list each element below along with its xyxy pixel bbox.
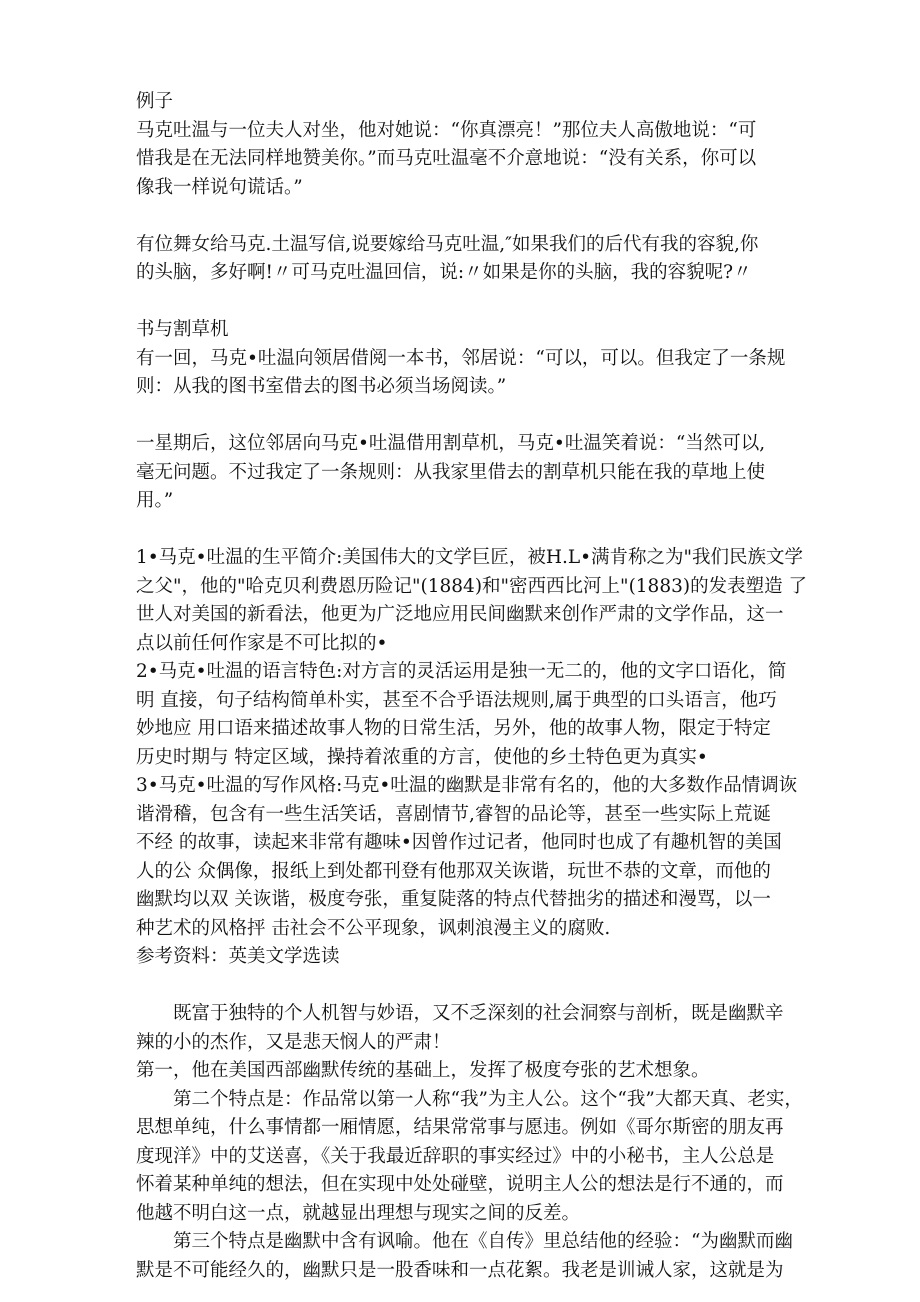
paragraph-line: 像我一样说句谎话。” (136, 176, 303, 198)
features-line: 默是不可能经久的，幽默只是一股香味和一点花絮。我老是训诫人家，这就是为 (136, 1259, 784, 1281)
features-line: 辣的小的杰作，又是悲天悯人的严肃！ (136, 1031, 451, 1053)
features-line: 第三个特点是幽默中含有讽喻。他在《自传》里总结他的经验：“为幽默而幽 (173, 1231, 793, 1252)
paragraph-gap (136, 516, 791, 545)
paragraph-line: 用。” (136, 490, 174, 511)
paragraph-gap (136, 288, 791, 317)
paragraph-line: 惜我是在无法同样地赞美你。”而马克吐温毫不介意地说：“没有关系，你可以 (136, 148, 757, 169)
paragraph-line: 马克吐温与一位夫人对坐，他对她说：“你真漂亮！”那位夫人高傲地说：“可 (136, 119, 757, 141)
features-line: 既富于独特的个人机智与妙语，又不乏深刻的社会洞察与剖析，既是幽默辛 (173, 1003, 784, 1024)
intro-line: 历史时期与 特定区域，操持着浓重的方言，使他的乡土特色更为真实• (136, 746, 708, 768)
features-line: 思想单纯，什么事情都一厢情愿，结果常常事与愿违。例如《哥尔斯密的朋友再 (136, 1117, 784, 1138)
paragraph-gap (136, 972, 791, 1001)
paragraph-line: 一星期后，这位邻居向马克•吐温借用割草机，马克•吐温笑着说：“当然可以, (136, 433, 766, 454)
intro-line: 幽默均以双 关诙谐，极度夸张，重复陡落的特点代替拙劣的描述和漫骂，以一 (136, 889, 771, 910)
paragraph-line: 则：从我的图书室借去的图书必须当场阅读。” (136, 376, 507, 397)
intro-line: 之父"，他的"哈克贝利费恩历险记"(1884)和"密西西比河上"(1883)的发表塑造 了 (136, 575, 807, 597)
intro-line: 3•马克•吐温的写作风格:马克•吐温的幽默是非常有名的，他的大多数作品情调诙 (136, 775, 798, 796)
paragraph-line: 有一回，马克•吐温向领居借阅一本书，邻居说：“可以，可以。但我定了一条规 (136, 347, 786, 369)
intro-line: 点以前任何作家是不可比拟的• (136, 632, 388, 654)
paragraph-gap (136, 402, 791, 431)
intro-line: 世人对美国的新看法，他更为广泛地应用民间幽默来创作严肃的文学作品，这一 (136, 604, 784, 625)
paragraph-line: 毫无问题。不过我定了一条规则：从我家里借去的割草机只能在我的草地上使 (136, 461, 766, 483)
features-line: 怀着某种单纯的想法，但在实现中处处碰壁，说明主人公的想法是行不通的，而 (136, 1174, 784, 1195)
features-line: 度现洋》中的艾送喜，《关于我最近辞职的事实经过》中的小秘书，主人公总是 (136, 1145, 775, 1167)
intro-line: 明 直接，句子结构简单朴实，甚至不合乎语法规则,属于典型的口头语言，他巧 (136, 689, 777, 711)
intro-line: 人的公 众偶像，报纸上到处都刊登有他那双关诙谐，玩世不恭的文章，而他的 (136, 860, 771, 882)
paragraph-gap (136, 202, 791, 231)
reference-line: 参考资料：英美文学选读 (136, 946, 340, 967)
section-title-example: 例子 (136, 91, 174, 112)
intro-line: 1•马克•吐温的生平简介:美国伟大的文学巨匠，被H.L•满肯称之为"我们民族文学 (136, 547, 804, 568)
features-line: 第二个特点是：作品常以第一人称“我”为主人公。这个“我”大都天真、老实， (173, 1088, 803, 1110)
paragraph-line: 有位舞女给马克.土温写信,说要嫁给马克吐温,″如果我们的后代有我的容貌,你 (136, 233, 759, 255)
intro-line: 种艺术的风格抨 击社会不公平现象，讽刺浪漫主义的腐败. (136, 917, 611, 939)
intro-line: 妙地应 用口语来描述故事人物的日常生活，另外，他的故事人物，限定于特定 (136, 718, 771, 739)
intro-line: 2•马克•吐温的语言特色:对方言的灵活运用是独一无二的，他的文字口语化，简 (136, 661, 787, 682)
section-title-book: 书与割草机 (136, 319, 229, 340)
features-line: 他越不明白这一点，就越显出理想与现实之间的反差。 (136, 1202, 581, 1224)
document-page (136, 88, 807, 1285)
intro-line: 谐滑稽，包含有一些生活笑话，喜剧情节,睿智的品论等，甚至一些实际上荒诞 (136, 803, 771, 825)
intro-line: 不经 的故事，读起来非常有趣味•因曾作过记者，他同时也成了有趣机智的美国 (136, 832, 782, 853)
features-line: 第一，他在美国西部幽默传统的基础上，发挥了极度夸张的艺术想象。 (136, 1060, 710, 1081)
paragraph-line: 的头脑，多好啊!〃可马克吐温回信，说:〃如果是你的头脑，我的容貌呢?〃 (136, 262, 752, 283)
